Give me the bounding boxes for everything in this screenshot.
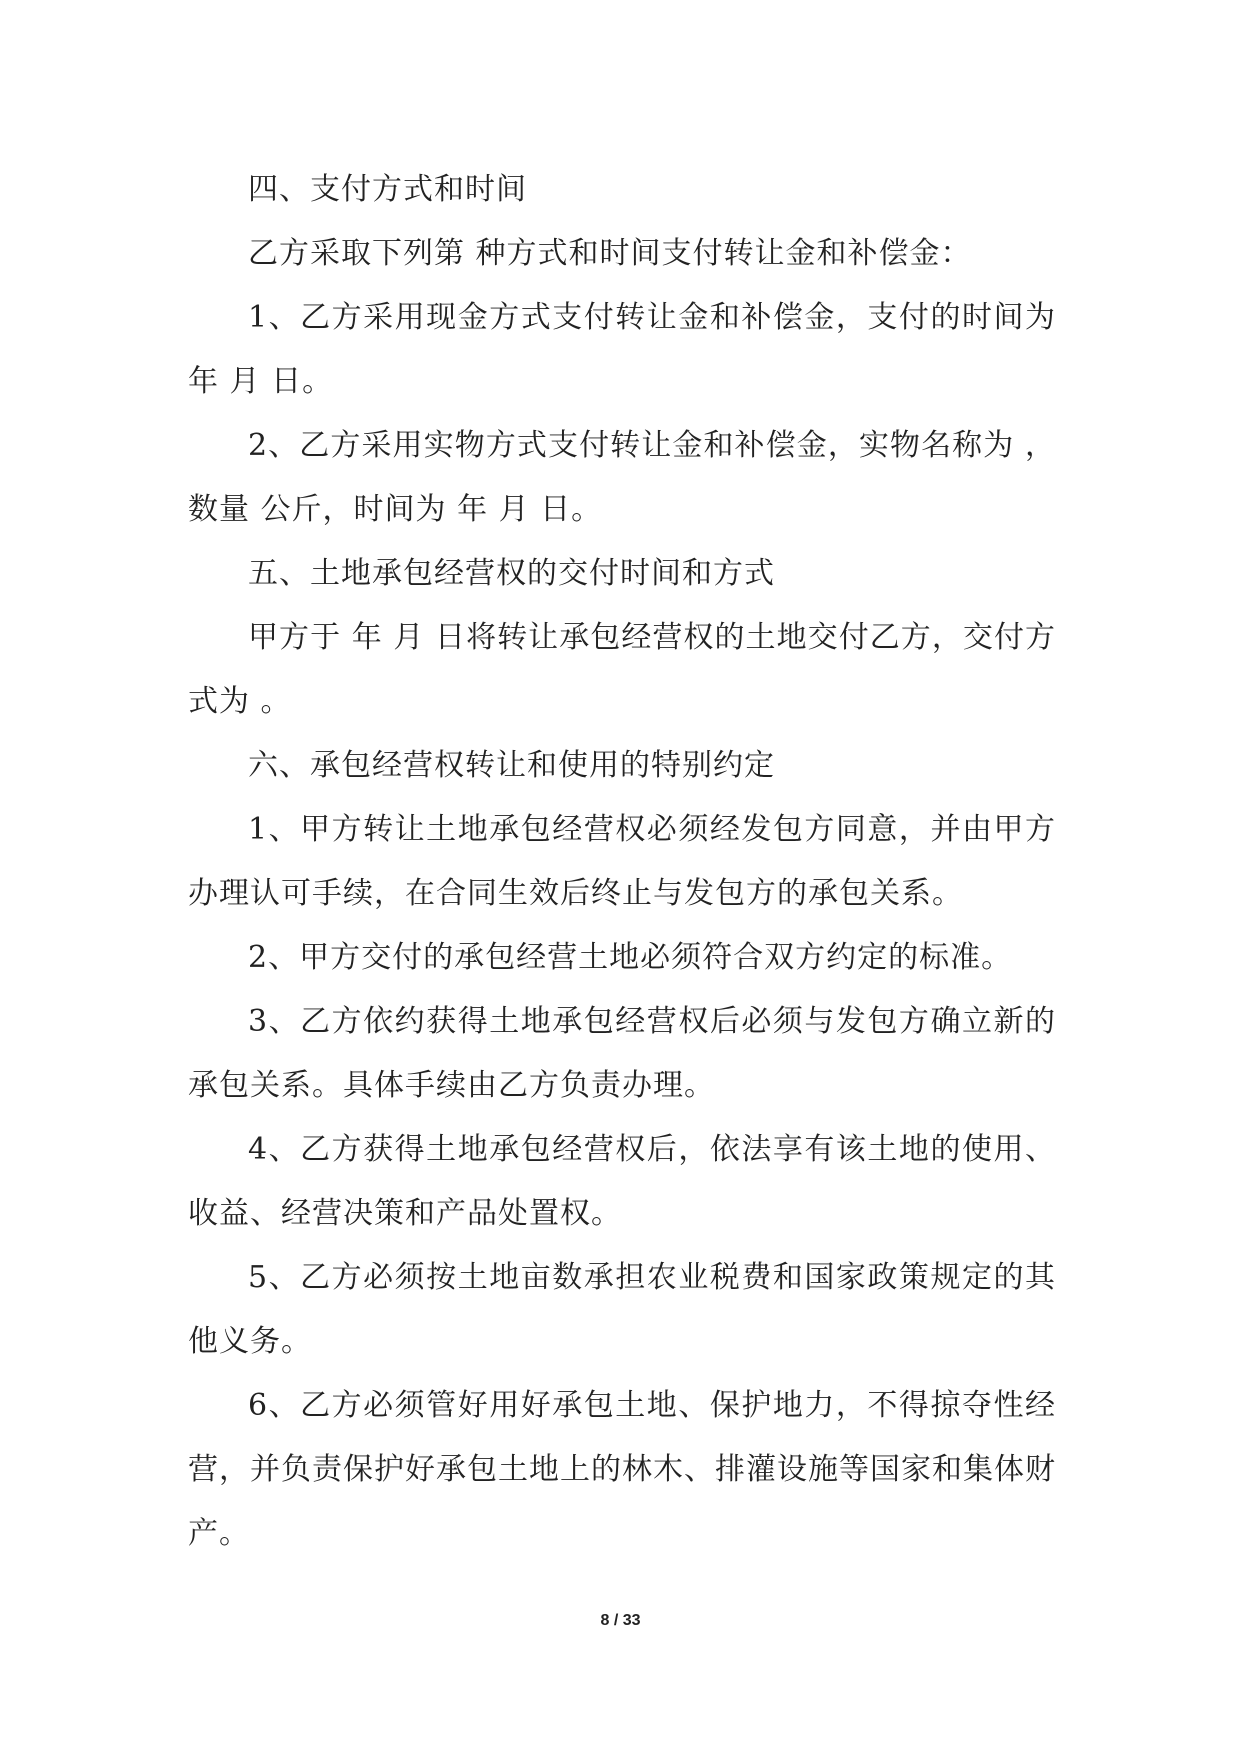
paragraph: 2、甲方交付的承包经营土地必须符合双方约定的标准。 [248,940,1013,975]
section-heading-delivery: 五、土地承包经营权的交付时间和方式 [248,556,775,591]
section-heading-payment: 四、支付方式和时间 [248,172,527,207]
section-heading-special-terms: 六、承包经营权转让和使用的特别约定 [248,748,775,783]
paragraph: 甲方于 年 月 日将转让承包经营权的土地交付乙方，交付方式为 。 [188,620,1056,719]
paragraph: 6、乙方必须管好用好承包土地、保护地力，不得掠夺性经营，并负责保护好承包土地上的林木、排灌设施等国家和集体财产。 [188,1388,1056,1551]
paragraph: 1、甲方转让土地承包经营权必须经发包方同意，并由甲方办理认可手续，在合同生效后终止与发包方的承包关系。 [188,812,1056,911]
page-number: 8 / 33 [600,1612,641,1629]
document-body [188,158,1067,1566]
paragraph: 4、乙方获得土地承包经营权后，依法享有该土地的使用、收益、经营决策和产品处置权。 [188,1132,1056,1231]
paragraph: 乙方采取下列第 种方式和时间支付转让金和补偿金： [248,236,972,271]
paragraph: 3、乙方依约获得土地承包经营权后必须与发包方确立新的承包关系。具体手续由乙方负责办理。 [188,1004,1056,1103]
paragraph: 1、乙方采用现金方式支付转让金和补偿金，支付的时间为 年 月 日。 [188,300,1067,399]
paragraph: 5、乙方必须按土地亩数承担农业税费和国家政策规定的其他义务。 [188,1260,1056,1359]
paragraph: 2、乙方采用实物方式支付转让金和补偿金，实物名称为 ，数量 公斤，时间为 年 月 日。 [188,428,1056,527]
